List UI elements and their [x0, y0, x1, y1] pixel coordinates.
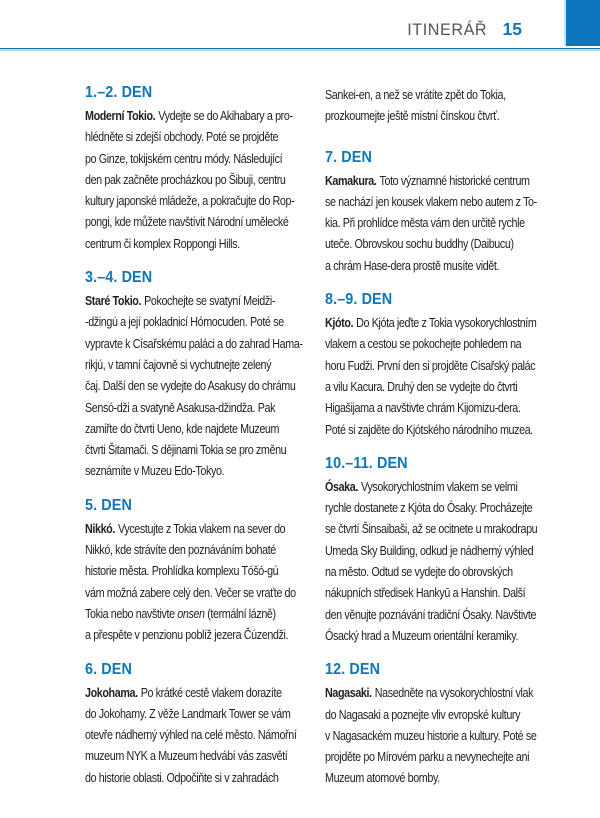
- day-lead: Jokohama.: [85, 685, 138, 700]
- body-line: do Jokohamy. Z věže Landmark Tower se vám: [85, 706, 291, 721]
- body-line: vypravte k Císařskému paláci a do zahrad Hama-: [85, 336, 303, 351]
- body-line: otevře nádherný výhled na celé město. Námořní: [85, 728, 297, 743]
- day-lead: Moderní Tokio.: [85, 109, 156, 123]
- body-line: nákupních středisek Hankyū a Hanshin. Další: [325, 586, 526, 601]
- itinerary-section-day-10-11: [325, 455, 541, 647]
- body-line: Nikkó, kde strávíte den poznáváním bohaté: [85, 543, 276, 558]
- body-lines: [85, 625, 301, 646]
- itinerary-section-day-3-4: [85, 269, 301, 483]
- day-heading: 8.–9. DEN: [325, 291, 393, 309]
- body-line: historie města. Prohlídka komplexu Tóšó-gú: [85, 564, 279, 579]
- page-header: [0, 0, 600, 48]
- body-line: Ósacký hrad a Muzeum orientální keramiky.: [325, 628, 519, 643]
- body-line: v Nagasackém muzeu historie a kultury. Poté se: [325, 728, 537, 743]
- day-paragraph: [325, 477, 541, 647]
- body-text: Vycestujte z Tokia vlakem na sever do: [117, 521, 286, 536]
- body-line: vlakem a cestou se pokochejte pohledem na: [325, 337, 522, 352]
- body-line: seznámíte v Muzeu Edo-Tokyo.: [85, 464, 225, 479]
- body-line: uteče. Obrovskou sochu buddhy (Daibucu): [325, 237, 514, 252]
- header-title: ITINERÁŘ: [407, 20, 488, 39]
- body-line: Poté si zajděte do Kjótského národního muzea.: [325, 422, 533, 437]
- itinerary-section-day-1-2: [85, 84, 301, 255]
- body-text: Tokia nebo navštivte: [85, 606, 178, 621]
- day-lead: Kjóto.: [325, 316, 354, 331]
- day-paragraph: [85, 291, 301, 483]
- day-paragraph: [325, 313, 541, 441]
- itinerary-content: [0, 84, 600, 818]
- body-text: (termální lázně): [204, 606, 276, 621]
- body-line: prozkoumejte ještě místní čínskou čtvrť.: [325, 109, 500, 124]
- body-lines: [325, 705, 541, 790]
- italic-term: onsen: [177, 606, 205, 621]
- body-text: Vydejte se do Akihabary a pro-: [158, 109, 293, 123]
- itinerary-section-day-7: [325, 149, 541, 277]
- body-line: Muzeum atomové bomby.: [325, 771, 440, 786]
- body-text: Pokochejte se svatyní Meidži-: [144, 294, 276, 309]
- day-lead: Kamakura.: [325, 173, 377, 188]
- day-paragraph: [325, 171, 541, 277]
- body-line: [85, 519, 286, 540]
- body-line: pongi, kde můžete navštívit Národní umělecké: [85, 215, 289, 230]
- body-line: do historie oblasti. Odpočiňte si v zahradách: [85, 770, 279, 785]
- day-paragraph: [85, 519, 301, 647]
- page-number: 15: [502, 19, 522, 39]
- body-text: Do Kjóta jeďte z Tokia vysokorychlostním: [356, 316, 537, 331]
- body-line: kultury japonské mládeže, a pokračujte do Rop-: [85, 194, 295, 209]
- body-lines: [325, 85, 541, 128]
- body-line: [325, 313, 537, 334]
- body-line: rikjú, v tamní čajovně si vychutnejte zelený: [85, 357, 272, 372]
- body-line: do Nagasaki a poznejte vliv evropské kultury: [325, 707, 521, 722]
- day-heading: 1.–2. DEN: [85, 84, 153, 101]
- body-line: den věnujte poznávání tradiční Ósaky. Navštivte: [325, 607, 537, 622]
- body-line: na město. Odtud se vydejte do obrovských: [325, 565, 513, 580]
- day-heading: 6. DEN: [85, 660, 132, 678]
- body-line: [85, 106, 293, 127]
- day-heading: 3.–4. DEN: [85, 269, 153, 287]
- body-line: Umeda Sky Building, odkud je nádherný výhled: [325, 543, 534, 558]
- body-line: [85, 604, 276, 625]
- day-paragraph: [85, 683, 301, 789]
- day-lead: Nagasaki.: [325, 686, 372, 701]
- body-line: [85, 683, 282, 704]
- body-line: [85, 291, 276, 312]
- body-line: Sankei-en, a než se vrátíte zpět do Tokia,: [325, 88, 506, 102]
- body-line: horu Fudži. První den si projděte Císařský palác: [325, 358, 536, 373]
- day-paragraph: [85, 106, 301, 255]
- body-line: vám možná zabere celý den. Večer se vraťte do: [85, 585, 296, 600]
- body-text: Po krátké cestě vlakem dorazíte: [140, 685, 282, 700]
- body-line: [325, 683, 534, 704]
- body-line: a chrám Hase-dera prostě musíte vidět.: [325, 258, 500, 273]
- body-text: Toto významné historické centrum: [379, 173, 530, 188]
- body-text: Vysokorychlostním vlakem se velmi: [360, 479, 518, 494]
- day-heading: 5. DEN: [85, 496, 132, 514]
- body-line: Higašijama a navštivte chrám Kijomizu-dera.: [325, 401, 521, 416]
- day-heading: 10.–11. DEN: [325, 454, 408, 472]
- body-line: čtvrti Šitamači. S dějinami Tokia se pro změnu: [85, 443, 287, 458]
- body-line: a přespěte v penzionu poblíž jezera Čúzendži.: [85, 628, 289, 643]
- body-line: hlédněte si zdejší obchody. Poté se projděte: [85, 130, 279, 145]
- body-lines: [85, 540, 301, 604]
- body-line: rychle dostanete z Kjóta do Ósaky. Procházejte: [325, 501, 533, 516]
- body-lines: [325, 192, 541, 277]
- itinerary-section-day-8-9: [325, 291, 541, 441]
- itinerary-section-day-6: [85, 661, 301, 789]
- header-rule: [0, 48, 600, 51]
- body-lines: [85, 312, 301, 482]
- body-line: čaj. Další den se vydejte do Asakusy do chrámu: [85, 379, 296, 394]
- body-lines: [85, 704, 301, 789]
- body-line: se čtvrtí Šinsaibaši, až se ocitnete u mrakodrapu: [325, 522, 538, 537]
- body-text: Nasedněte na vysokorychlostní vlak: [374, 686, 534, 701]
- body-line: zamiřte do čtvrti Ueno, kde najdete Muzeum: [85, 421, 280, 436]
- body-line: den pak začněte procházkou po Šibuji, centru: [85, 172, 286, 187]
- body-lines: [325, 498, 541, 647]
- day-lead: Ósaka.: [325, 479, 358, 494]
- right-column: [325, 84, 541, 818]
- body-line: a vilu Kacura. Druhý den se vydejte do čtvrti: [325, 379, 518, 394]
- left-column: [85, 84, 301, 818]
- itinerary-section-day-12: [325, 661, 541, 789]
- body-line: kia. Při prohlídce města vám den určitě rychle: [325, 216, 525, 231]
- itinerary-section-day-5: [85, 497, 301, 647]
- continuation-paragraph: [325, 84, 541, 128]
- body-line: po Ginze, tokijském centru módy. Následující: [85, 151, 283, 166]
- body-line: [325, 477, 518, 498]
- body-line: se nachází jen kousek vlakem nebo autem z To-: [325, 194, 537, 209]
- body-line: centrum či komplex Roppongi Hills.: [85, 236, 240, 251]
- day-heading: 12. DEN: [325, 661, 381, 679]
- body-line: [325, 171, 530, 192]
- corner-accent-block: [564, 0, 600, 46]
- day-heading: 7. DEN: [325, 148, 372, 166]
- body-lines: [85, 127, 301, 255]
- day-paragraph: [325, 683, 541, 789]
- day-lead: Staré Tokio.: [85, 294, 142, 309]
- day-lead: Nikkó.: [85, 521, 115, 536]
- body-line: Sensó-dži a svatyně Asakusa-džindža. Pak: [85, 400, 276, 415]
- body-line: -džingú a její pokladnicí Hómocuden. Poté se: [85, 315, 284, 330]
- body-line: muzeum NYK a Muzeum hedvábí vás zasvětí: [85, 749, 288, 764]
- body-lines: [325, 334, 541, 440]
- body-line: projděte po Mírovém parku a nevynechejte ani: [325, 750, 530, 765]
